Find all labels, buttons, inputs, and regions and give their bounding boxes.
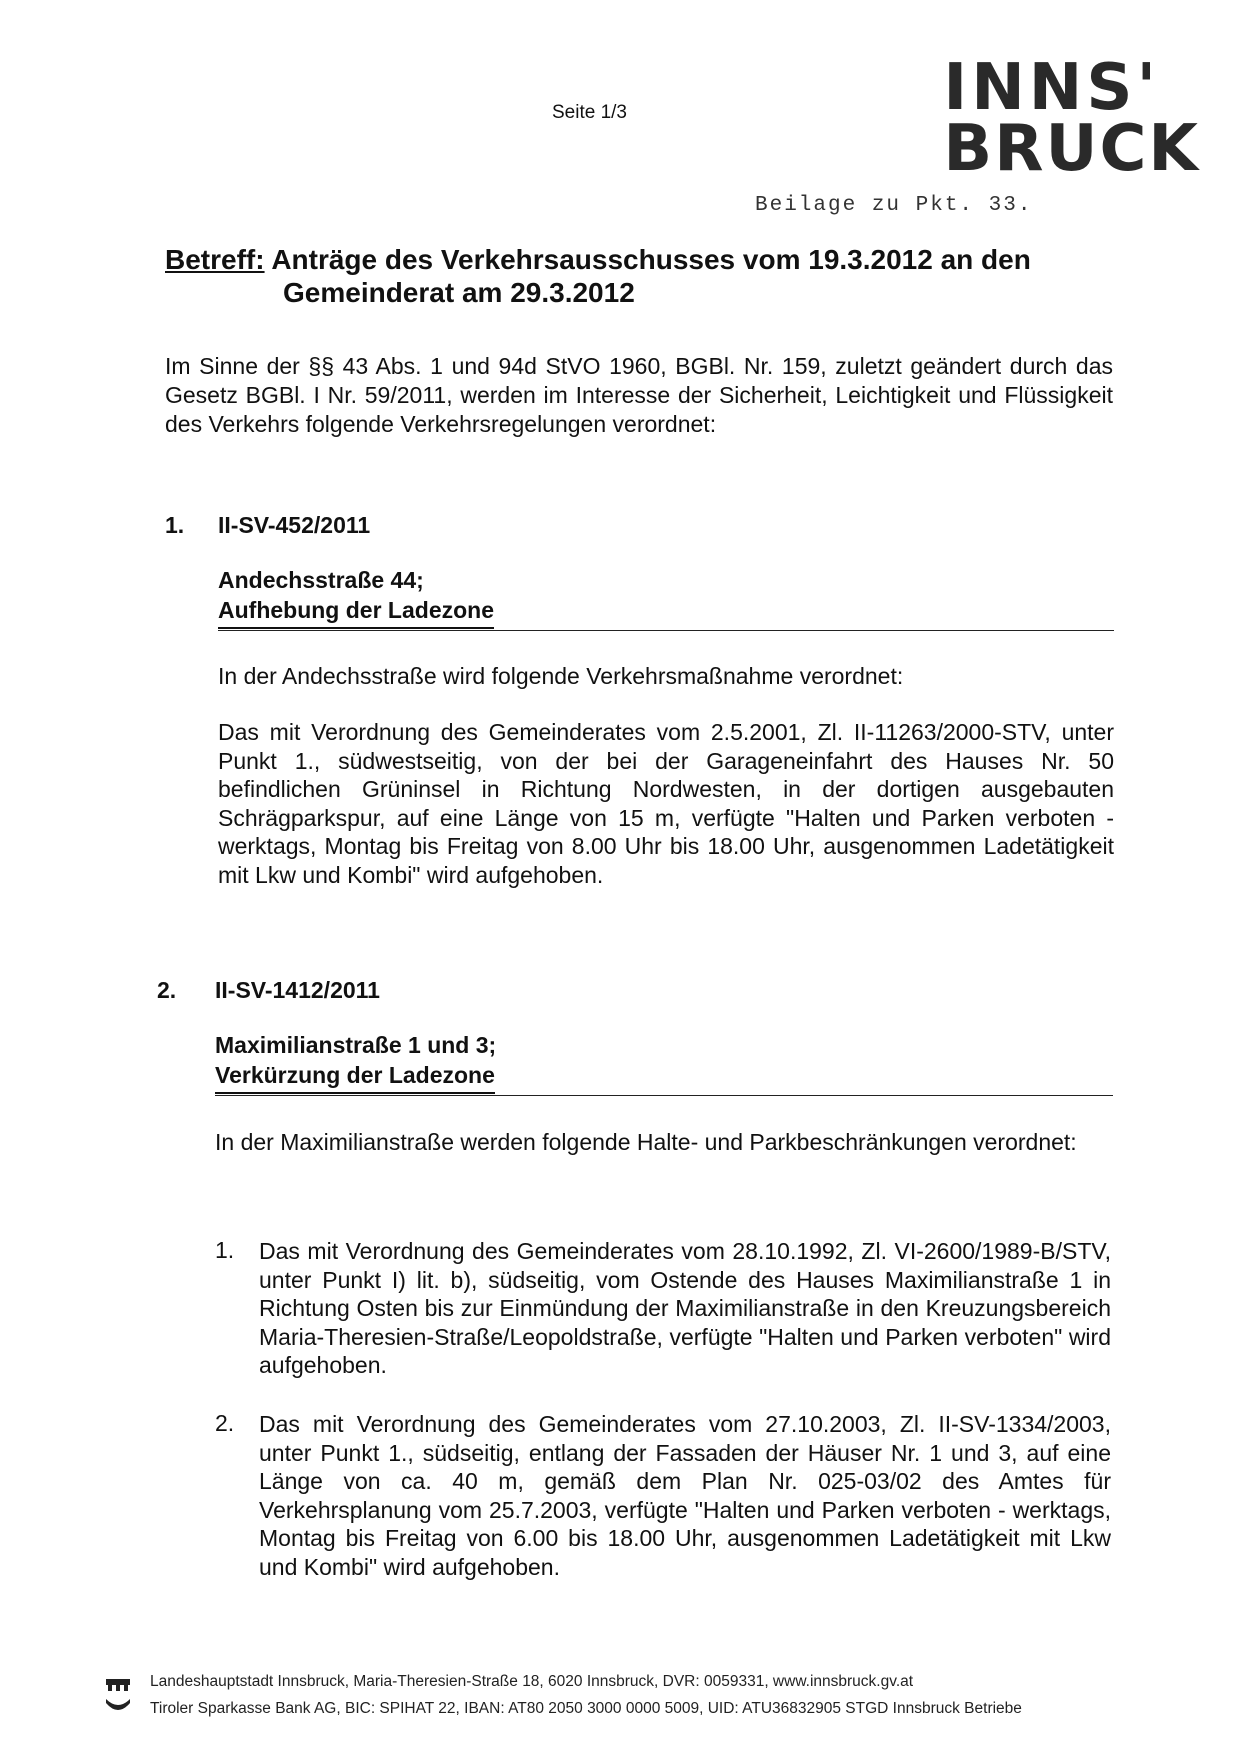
section-2-id: II-SV-1412/2011	[215, 977, 380, 1003]
subject-line-2: Gemeinderat am 29.3.2012	[283, 277, 635, 309]
section-2-item-2-text: Das mit Verordnung des Gemeinderates vom 27.10.2003, Zl. II-SV-1334/2003, unter Punkt 1., südseitig, entlang der Fassaden der Häuser Nr. 1 und 3, auf eine Länge von ca. 40 m, gemäß dem Plan Nr. 025-03/02 des Amtes für Verkehrsplanung vom 25.7.2003, verfügte "Halten und Parken verboten - werktags, Montag bis Freitag von 6.00 bis 18.00 Uhr, ausgenommen Ladetätigkeit mit Lkw und Kombi" wird aufgehoben.	[259, 1411, 1111, 1580]
subject-label: Betreff:	[165, 244, 265, 275]
section-1-divider	[218, 630, 1114, 631]
logo-line-1: INNS'	[943, 51, 1161, 125]
footer-bank-details: Tiroler Sparkasse Bank AG, BIC: SPIHAT 22, IBAN: AT80 2050 3000 0000 5009, UID: ATU36832905 STGD Innsbruck Betriebe	[150, 1700, 1022, 1718]
page-number: Seite 1/3	[552, 102, 627, 123]
city-logo	[943, 51, 1200, 187]
section-2-title	[215, 1030, 496, 1094]
section-1-lead: In der Andechsstraße wird folgende Verkehrsmaßnahme verordnet:	[218, 663, 904, 689]
section-2-item-2-number: 2.	[215, 1410, 235, 1436]
section-1-number: 1.	[165, 512, 185, 538]
section-1-title-line-2: Aufhebung der Ladezone	[218, 595, 494, 628]
subject-line-1: Anträge des Verkehrsausschusses vom 19.3.2012 an den	[271, 244, 1031, 275]
footer	[150, 1668, 1022, 1723]
section-2-title-line-1: Maximilianstraße 1 und 3;	[215, 1032, 497, 1058]
section-2-number: 2.	[157, 977, 177, 1003]
intro-paragraph: Im Sinne der §§ 43 Abs. 1 und 94d StVO 1960, BGBl. Nr. 159, zuletzt geändert durch das Gesetz BGBl. I Nr. 59/2011, werden im Interesse der Sicherheit, Leichtigkeit und Flüssigkeit des Verkehrs folgende Verkehrsregelungen verordnet:	[165, 353, 1113, 438]
section-2-lead: In der Maximilianstraße werden folgende Halte- und Parkbeschränkungen verordnet:	[215, 1129, 1077, 1155]
subject-heading	[165, 243, 1115, 309]
section-1-title-line-1: Andechsstraße 44;	[218, 567, 424, 593]
section-1-title	[218, 565, 494, 629]
footer-address: Landeshauptstadt Innsbruck, Maria-Theresien-Straße 18, 6020 Innsbruck, DVR: 0059331, www.innsbruck.gv.at	[150, 1673, 914, 1690]
section-2-item-1-number: 1.	[215, 1237, 235, 1263]
attachment-note: Beilage zu Pkt. 33.	[755, 194, 1033, 217]
logo-line-2: BRUCK	[943, 112, 1200, 187]
section-2-title-line-2: Verkürzung der Ladezone	[215, 1060, 495, 1093]
section-1-id: II-SV-452/2011	[218, 512, 371, 538]
section-2-item-1-text: Das mit Verordnung des Gemeinderates vom 28.10.1992, Zl. VI-2600/1989-B/STV, unter Punkt I) lit. b), südseitig, vom Ostende des Hauses Maximilianstraße 1 in Richtung Osten bis zur Einmündung der Maximilianstraße in den Kreuzungsbereich Maria-Theresien-Straße/Leopoldstraße, verfügte "Halten und Parken verboten" wird aufgehoben.	[259, 1238, 1111, 1379]
section-1-body: Das mit Verordnung des Gemeinderates vom 2.5.2001, Zl. II-11263/2000-STV, unter Punkt 1., südwestseitig, von der bei der Garageneinfahrt des Hauses Nr. 50 befindlichen Grüninsel in Richtung Nordwesten, in der dortigen ausgebauten Schrägparkspur, auf eine Länge von 15 m, verfügte "Halten und Parken verboten - werktags, Montag bis Freitag von 8.00 Uhr bis 18.00 Uhr, ausgenommen Ladetätigkeit mit Lkw und Kombi" wird aufgehoben.	[218, 719, 1114, 888]
section-2-divider	[215, 1095, 1113, 1096]
city-emblem-icon	[105, 1677, 131, 1719]
